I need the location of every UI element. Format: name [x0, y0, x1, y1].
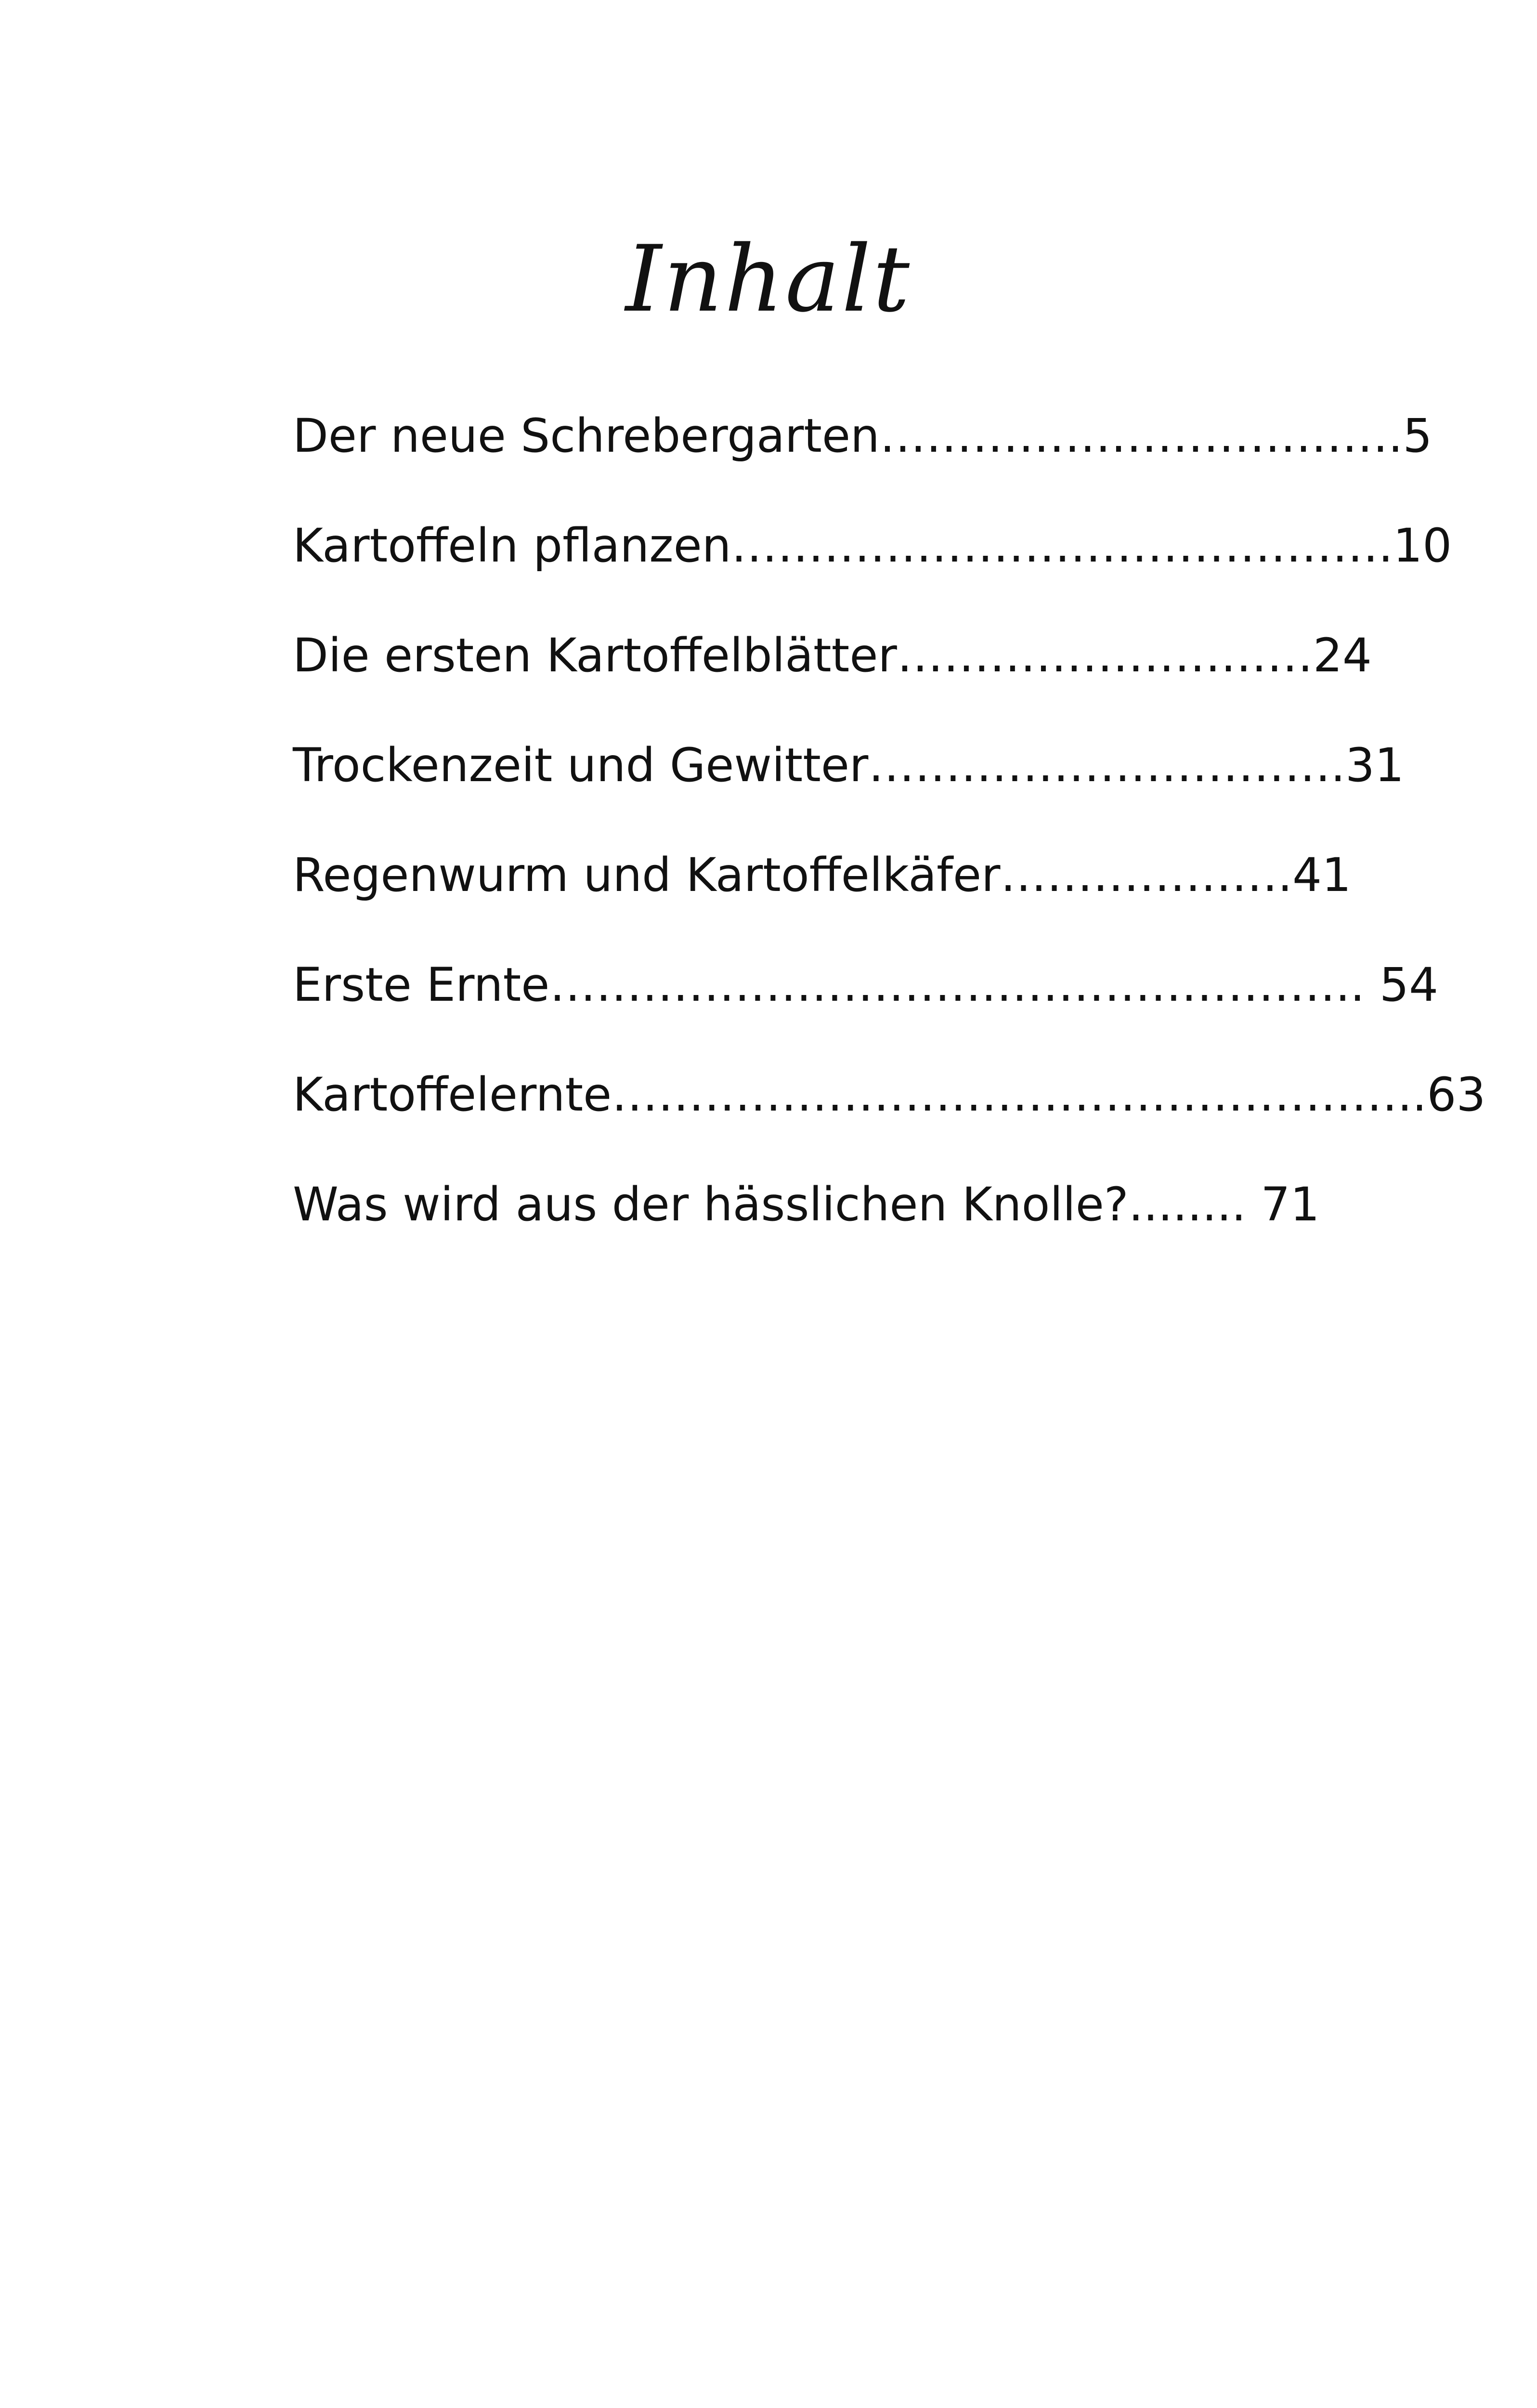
toc-entry-title: Kartoffeln pflanzen……………………………………: [293, 519, 1379, 573]
toc-entry-page: . 54: [1350, 958, 1439, 1012]
toc-entry-page: ..63: [1397, 1068, 1486, 1122]
toc-entry: [293, 732, 1404, 799]
toc-entry: [293, 512, 1452, 579]
toc-entry: [293, 1061, 1485, 1128]
toc-entry: [293, 1171, 1320, 1238]
toc-entry-page: .10: [1378, 519, 1452, 573]
toc-entry-title: Was wird aus der hässlichen Knolle?........: [293, 1178, 1246, 1231]
toc-entry-page: 71: [1246, 1178, 1320, 1231]
toc-entry: [293, 622, 1372, 689]
toc-entry-title: Erste Ernte…………………………………………….: [293, 958, 1350, 1012]
toc-entry-page: .5: [1388, 409, 1433, 463]
toc-entry-page: .41: [1277, 848, 1352, 902]
toc-entry-title: Kartoffelernte……………………………………………: [293, 1068, 1398, 1122]
toc-entry: [293, 841, 1351, 909]
toc-entry-page: 24: [1313, 628, 1372, 682]
toc-entry: [293, 402, 1432, 470]
toc-entry-title: Der neue Schrebergarten……………………………: [293, 409, 1388, 463]
toc-entry-title: Regenwurm und Kartoffelkäfer………………: [293, 848, 1278, 902]
toc-entry-title: Trockenzeit und Gewitter…………………………: [293, 738, 1331, 792]
toc-entry: [293, 951, 1438, 1019]
toc-entry-title: Die ersten Kartoffelblätter………………………: [293, 628, 1313, 682]
toc-entry-page: .31: [1330, 738, 1405, 792]
page-title: Inhalt: [625, 226, 912, 332]
